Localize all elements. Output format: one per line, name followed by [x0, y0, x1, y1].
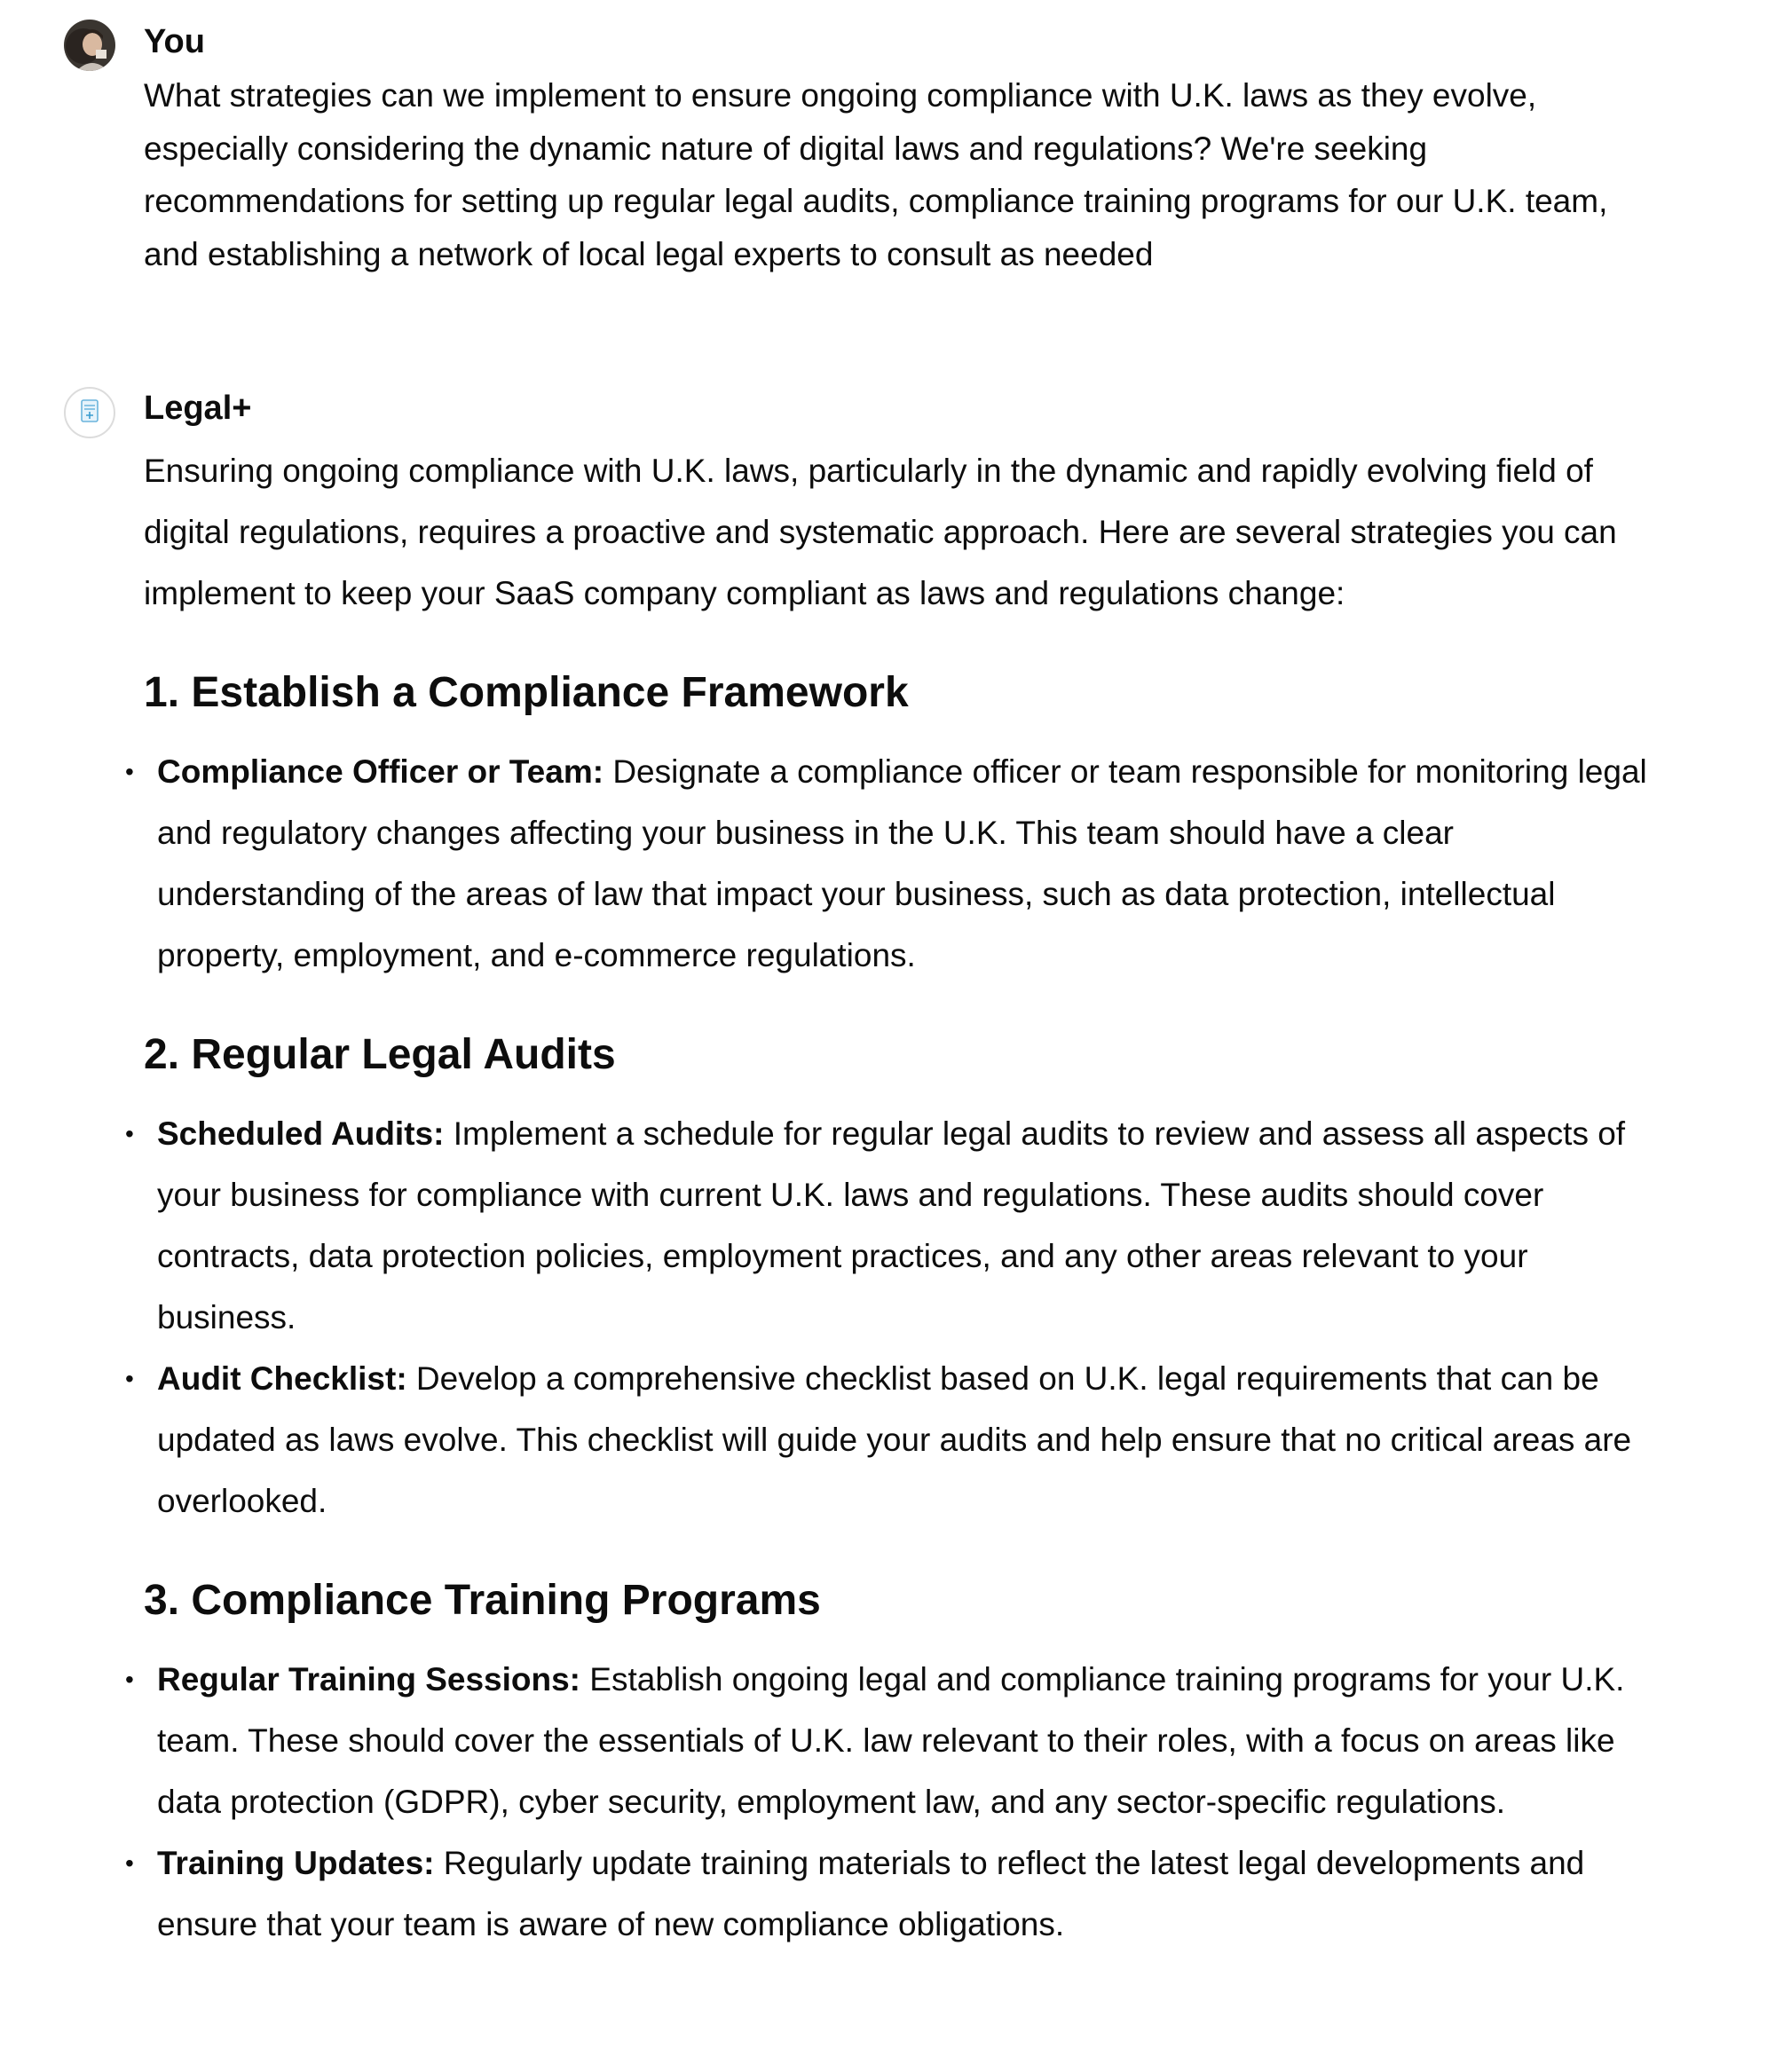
assistant-intro-text: Ensuring ongoing compliance with U.K. laws, particularly in the dynamic and rapidly evolving field of digital regulations, requires a proactive and systematic approach. Here are several strategies you can implement to keep your SaaS company compliant as laws and regulations change: — [144, 453, 1617, 611]
user-avatar — [64, 20, 115, 71]
section-list — [125, 1649, 1670, 1955]
list-item-text: Develop a comprehensive checklist based on U.K. legal requirements that can be updated as laws evolve. This checklist will guide your audits and help ensure that no critical areas are overlooked. — [157, 1360, 1632, 1519]
list-item — [125, 741, 1670, 986]
list-item — [125, 1832, 1670, 1955]
user-author-name: You — [144, 23, 205, 60]
bullet-icon: • — [125, 1120, 134, 1147]
assistant-message-body — [125, 440, 1670, 1955]
list-item-label: Compliance Officer or Team: — [157, 753, 604, 790]
list-item-label: Training Updates: — [157, 1845, 435, 1881]
section-heading: 1. Establish a Compliance Framework — [144, 669, 909, 716]
list-item — [125, 1348, 1670, 1532]
list-item-label: Regular Training Sessions: — [157, 1661, 581, 1698]
assistant-avatar — [64, 387, 115, 438]
bullet-icon: • — [125, 1666, 134, 1693]
list-item-label: Audit Checklist: — [157, 1360, 407, 1397]
user-photo-avatar-icon — [64, 20, 115, 71]
bullet-icon: • — [125, 1365, 134, 1392]
list-item-text: Establish ongoing legal and compliance training programs for your U.K. team. These should cover the essentials of U.K. law relevant to their roles, with a focus on areas like data protection (GDPR), cyber security, employment law, and any sector-specific regulations. — [157, 1661, 1625, 1820]
bullet-icon: • — [125, 1849, 134, 1877]
user-message-text: What strategies can we implement to ensure ongoing compliance with U.K. laws as they evolve, especially considering the dynamic nature of digital laws and regulations? We're seeking recommendations for setting up regular legal audits, compliance training programs for our U.K. team, and establishing a network of local legal experts to consult as needed — [144, 77, 1608, 272]
list-item-text: Designate a compliance officer or team responsible for monitoring legal and regulatory changes affecting your business in the U.K. This team should have a clear understanding of the areas of law that impact your business, such as data protection, intellectual property, employment, and e-commerce regulations. — [157, 753, 1647, 973]
list-item-text: Implement a schedule for regular legal audits to review and assess all aspects of your business for compliance with current U.K. laws and regulations. These audits should cover contracts, data protection policies, employment practices, and any other areas relevant to your business. — [157, 1115, 1626, 1335]
section-list — [125, 1103, 1670, 1532]
section-heading: 3. Compliance Training Programs — [144, 1577, 821, 1624]
list-item — [125, 1649, 1670, 1832]
bullet-icon: • — [125, 758, 134, 785]
list-item-label: Scheduled Audits: — [157, 1115, 445, 1152]
assistant-author-name: Legal+ — [144, 390, 252, 427]
legal-document-icon — [66, 389, 114, 437]
list-item-text: Regularly update training materials to reflect the latest legal developments and ensure that your team is aware of new compliance obligations. — [157, 1845, 1585, 1942]
section-heading: 2. Regular Legal Audits — [144, 1031, 616, 1078]
list-item — [125, 1103, 1670, 1348]
section-list — [125, 741, 1670, 986]
